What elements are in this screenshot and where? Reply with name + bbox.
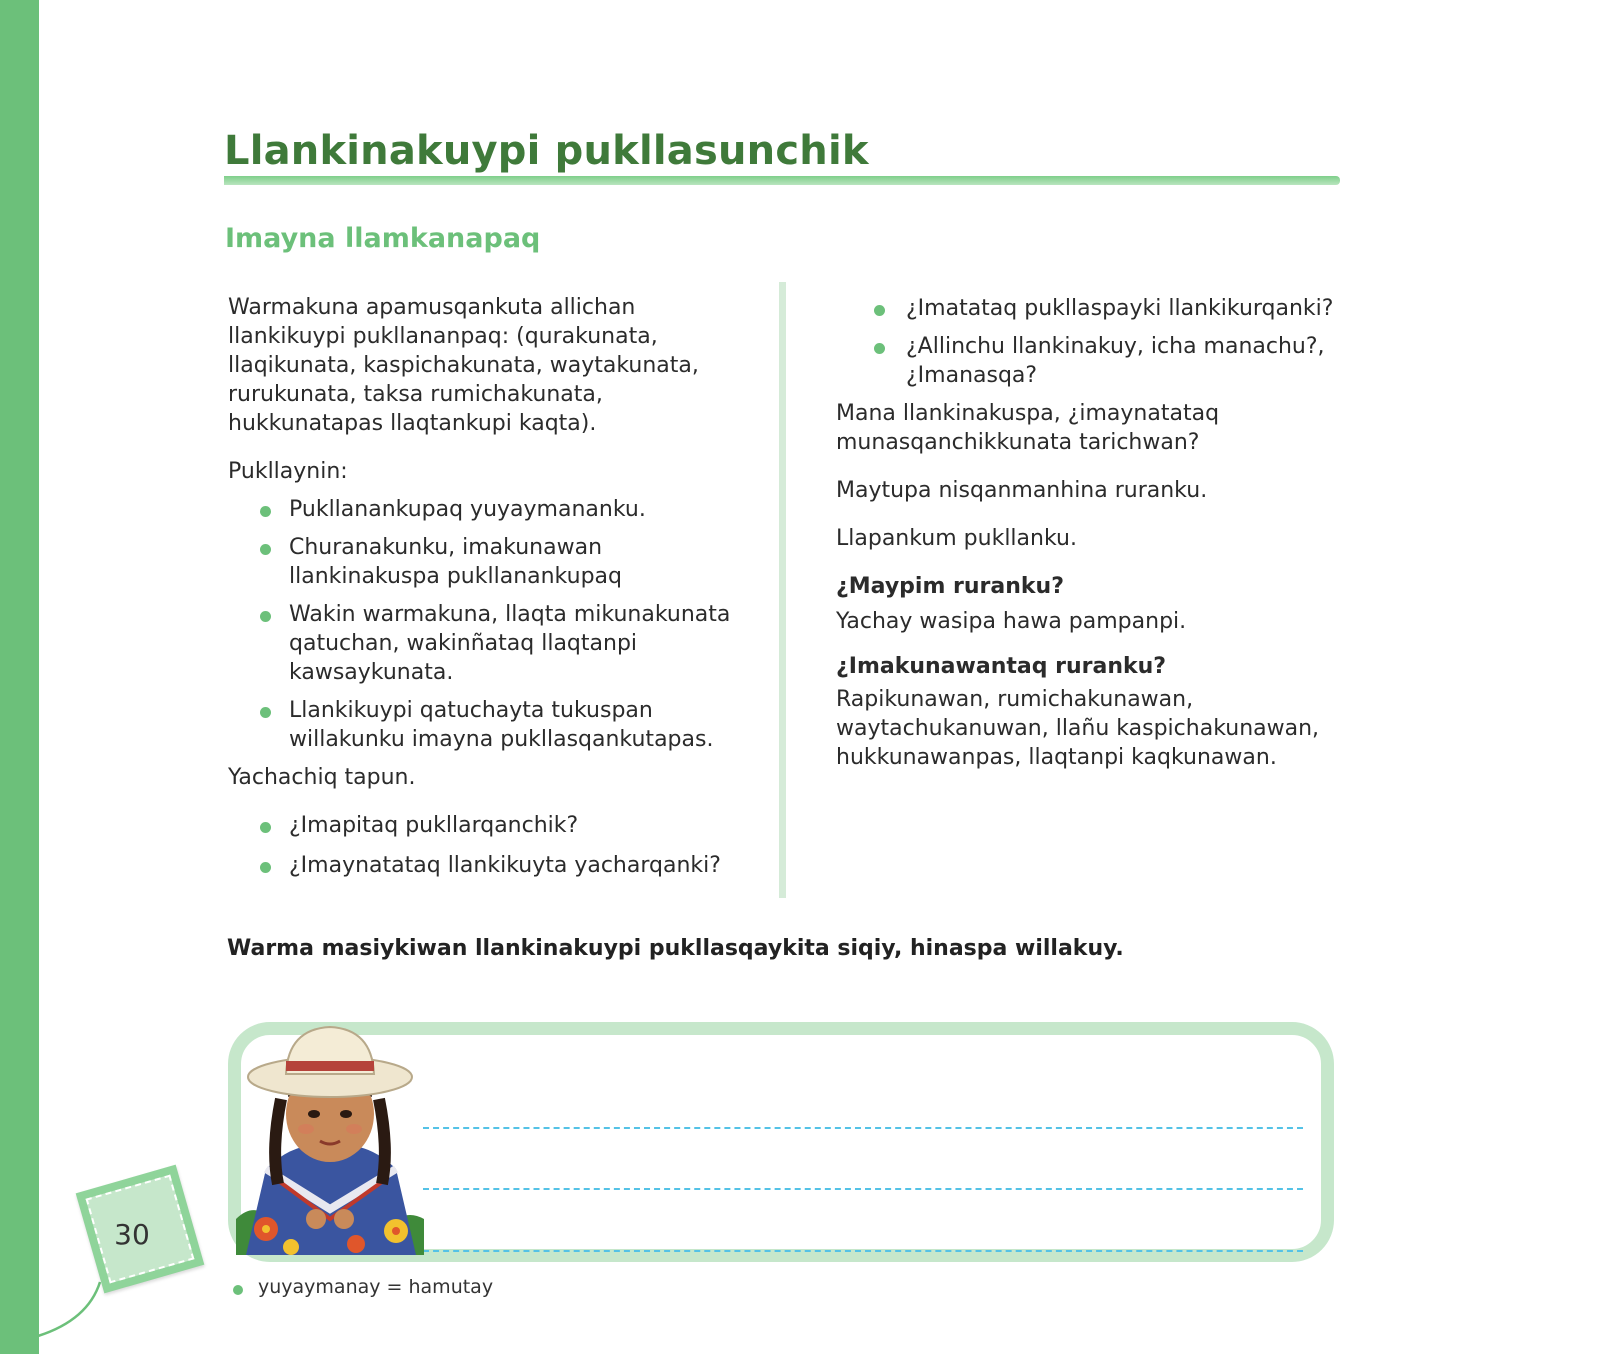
bullet-icon bbox=[874, 343, 885, 354]
question-heading: Yachachiq tapun. bbox=[228, 765, 416, 790]
title-underline bbox=[224, 176, 1340, 185]
writing-line[interactable] bbox=[423, 1127, 1303, 1129]
bullet-icon bbox=[260, 506, 271, 517]
play-list bbox=[228, 495, 748, 754]
list-item: Churanakunku, imakunawan llankinakuspa pukllanankupaq bbox=[228, 533, 748, 591]
paragraph: Llapankum pukllanku. bbox=[836, 526, 1077, 551]
list-item: ¿Allinchu llankinakuy, icha manachu?, ¿Imanasqa? bbox=[836, 332, 1336, 390]
page-number: 30 bbox=[114, 1218, 150, 1251]
bullet-icon bbox=[260, 611, 271, 622]
page-title: Llankinakuypi pukllasunchik bbox=[224, 128, 869, 174]
question-list bbox=[228, 811, 748, 880]
girl-illustration bbox=[236, 1019, 424, 1255]
right-column bbox=[836, 294, 1336, 772]
writing-line[interactable] bbox=[423, 1250, 1303, 1252]
left-column bbox=[228, 293, 748, 880]
column-divider bbox=[779, 282, 786, 898]
list-item: Llankikuypi qatuchayta tukuspan willakunku imayna pukllasqankutapas. bbox=[228, 696, 748, 754]
bullet-icon bbox=[233, 1285, 243, 1295]
section-subtitle: Imayna llamkanapaq bbox=[225, 223, 541, 254]
paragraph: Yachay wasipa hawa pampanpi. bbox=[836, 609, 1187, 634]
bullet-icon bbox=[260, 544, 271, 555]
intro-paragraph: Warmakuna apamusqankuta allichan llankikuypi pukllananpaq: (qurakunata, llaqikunata, kaspichakunata, waytakunata, rurukunata, taksa rumichakunata, hukkunatapas llaqtankupi kaqta). bbox=[228, 295, 699, 436]
drawing-prompt: Warma masiykiwan llankinakuypi pukllasqaykita siqiy, hinaspa willakuy. bbox=[227, 936, 1124, 961]
list-item: ¿Imapitaq pukllarqanchik? bbox=[228, 811, 748, 840]
bullet-icon bbox=[260, 822, 271, 833]
paragraph: Maytupa nisqanmanhina ruranku. bbox=[836, 478, 1208, 503]
right-question-list bbox=[836, 294, 1336, 390]
writing-line[interactable] bbox=[423, 1188, 1303, 1190]
bullet-icon bbox=[874, 305, 885, 316]
paragraph: Mana llankinakuspa, ¿imaynatataq munasqanchikkunata tarichwan? bbox=[836, 401, 1220, 455]
bullet-icon bbox=[260, 862, 271, 873]
list-item: Pukllanankupaq yuyaymananku. bbox=[228, 495, 748, 524]
play-heading: Pukllaynin: bbox=[228, 459, 348, 484]
paragraph: Rapikunawan, rumichakunawan, waytachukanuwan, llañu kaspichakunawan, hukkunawanpas, llaqtanpi kaqkunawan. bbox=[836, 687, 1320, 770]
bullet-icon bbox=[260, 707, 271, 718]
footnote: yuyaymanay = hamutay bbox=[258, 1276, 494, 1298]
where-heading: ¿Maypim ruranku? bbox=[836, 574, 1064, 599]
list-item: ¿Imaynatataq llankikuyta yacharqanki? bbox=[228, 851, 748, 880]
list-item: Wakin warmakuna, llaqta mikunakunata qatuchan, wakinñataq llaqtanpi kawsaykunata. bbox=[228, 600, 748, 687]
list-item: ¿Imatataq pukllaspayki llankikurqanki? bbox=[836, 294, 1336, 323]
with-heading: ¿Imakunawantaq ruranku? bbox=[836, 654, 1167, 679]
left-margin-band bbox=[0, 0, 39, 1354]
